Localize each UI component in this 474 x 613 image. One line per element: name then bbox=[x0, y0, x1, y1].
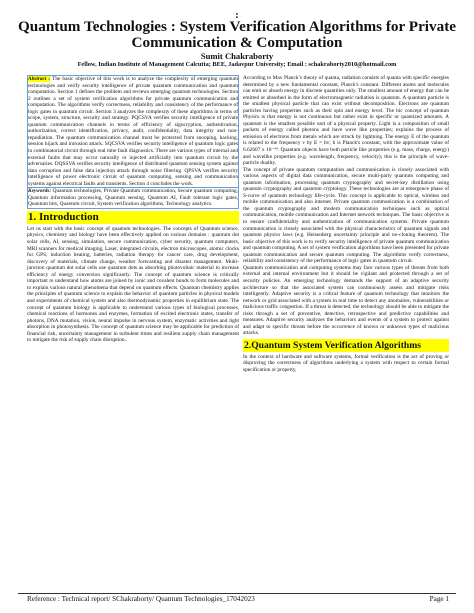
keywords-paragraph bbox=[28, 188, 238, 208]
keywords-label: Keywords: bbox=[28, 188, 52, 195]
page-number: Page 1 bbox=[429, 595, 449, 603]
keywords-box bbox=[27, 188, 239, 209]
abstract-paragraph bbox=[28, 76, 238, 187]
footer bbox=[27, 595, 449, 603]
paper-author: Sumit Chakraborty bbox=[200, 51, 274, 61]
paper-title: Quantum Technologies : System Verification Algorithms for Private Communication & Computation bbox=[17, 18, 457, 51]
section-1-text: Let us start with the basic concept of quantum technologies. The concepts of Quantum science, physics, chemistry and biology have been effectively applied on various domains : quantum dot solar cells, AI, sensing, simulation, secure communication, cyber security, quantum computers, MRI scanners for medical imaging, Laser, integrated circuits, electron microscopes, atomic clocks for GPS, induction heating, batteries, radiation therapy for cancer care, drug development, discovery of materials, climate change, weather forecasting and disaster management. Multi-junction quantum dot solar cells use quantum dots as absorbing photovoltaic material to increase efficiency of energy conversion significantly. The concept of quantum science is critically important to understand how atoms are joined by ionic and covalent bonds to form molecules and to explain various natural phenomena that depend on quantum effects. Quantum chemistry applies the principles of quantum science to explain the behavior of quantum particles in physical models and experiments of chemical system and also thermodynamic properties in equilibrium state. The concept of quantum biology is applicable to understand various types of biological processes, chemical reactions of hormones and enzymes, formation of excited electronic states, transfer of photons, DNA mutation, vision, neural impulse in nervous system, enzymatic activities and light absorption in photosynthesis. The concept of quantum science may be applicable for prediction of financial risk, uncertainty management in turbulent times and resilient supply chain management to mitigate the risk of supply chain disruption.. bbox=[27, 225, 239, 344]
right-paragraph-3: Quantum communication and computing systems may face various types of threats from both external and internal environment but it should be vigilant and protected through a set of security policies. An emerging technology demands the support of an adaptive security architecture so that the associated system can continuously assess and mitigate risks intelligently. Adaptive security is a critical feature of quantum technology that monitors the network or grid associated with a system in real time to detect any anomalies, vulnerabilities or malicious traffic congestion. If a threat is detected, the technology should be able to mitigate the risks through a set of preventive, detective, retrospective and predictive capabilities and measures. Adaptive security analyzes the behaviors and events of a system to protect against and adapt to specific threats before the occurrence of known or unknown types of malicious attacks. bbox=[243, 264, 449, 337]
right-paragraph-1: According to Max Planck’s theory of quanta, radiation consists of quanta with specific energies determined by a new fundamental constant, Planck's constant. Different atoms and molecules can emit or absorb energy in discrete quantities only. The smallest amount of energy that can be emitted or absorbed in the form of electromagnetic radiation is quantum. A quantum particle is the smallest physical particle that can exist without decomposition. Electrons are quantum particles having properties such as their spin and energy level. The bic concept of quantum Physics is that energy is not continuous but rather exist in specific or quantized amounts. A quantum is the smallest possible unit of a physical property. Light is a composition of small packets of energy called photons and have wave like properties; explains the process of emission of electrons from metals which are struck by lightning. The energy E of the quantum is related to the frequency v by E = hv; h is Planck's constant, with the approximate value of 6.62607 x 10⁻³⁴. Quantum objects have both particle like properties (e.g. mass, charge, energy) and wavelike properties (e.g. wavelength, frequency, velocity); this is the principle of wave-particle duality. bbox=[243, 75, 449, 167]
abstract-label: Abstract : bbox=[28, 76, 51, 82]
abstract-text: The basic objective of this work is to analyze the complexity of emerging quantum technologies and verify security intelligence of private quantum communication and quantum computation. Section 1 defines the problem and reviews emerging quantum technologies. Section 2 outlines a set of system verification algorithms for private quantum communication and computation. The algorithms verify correctness, reliability and consistency of the performance of logic gates in quantum circuit. Section 3 analyzes the complexity of these algorithms in terms of scope, system, structure, security and strategy. PQCSVA verifies security intelligence of private quantum communication channels in terms of efficiency of signcryption, authentication, authorization, correct identification, privacy, audit, confidentiality, data integrity and non-repudiation. The quantum communication channel must be protected from snooping, hacking, session hijack and intrusion attack. SQCSVA verifies security intelligence of quantum logic gates in combinatorial circuit through real time fault diagnostics. There are various types of internal and external faults that may occur naturally or injected artificially into quantum circuit by the adversaries. DQSSVA verifies security intelligence of distributed quantum sensing system against data corruption and false data injection attack through noise filtering. QPSVA verifies security intelligence of power electronic circuit of quantum computing, sensing and communication systems against electrical faults and transients. Section 4 concludes the work. bbox=[28, 76, 238, 187]
right-paragraph-2: The concept of private quantum computation and communication is closely associated with various aspects of digital data communication, secure multi-party quantum computing and quantum information, processing quantum cryptography and secret-key distillation using quantum cryptography and quantum cryptology. These technologies are at emergence phase of S-curve of quantum technology life-cycle. This concept is applicable to optical, wireless and mobile communication and also internet. Private quantum communication is a combination of the quantum cryptography and modern communication techniques such as optical communication, mobile communication and Internet network techniques. The basic objective is to ensure confidentiality and authentication of communication systems. Private quantum communication is closely associated with the physical characteristics of quantum signals and quantum physics laws (e.g. Heisenberg uncertainty principle and no-cloning theorem). The basic objective of this work is to verify security intelligence of private quantum communication and quantum computing. A set of system verification algorithms have been presented for private quantum communication and secure quantum computing. The algorithms verify correctness, reliability and consistency of the performance of logic gates in quantum circuit. bbox=[243, 166, 449, 265]
header-colon: : bbox=[235, 9, 239, 21]
left-column bbox=[27, 75, 239, 344]
abstract-box bbox=[27, 75, 239, 188]
keywords-text: Quantum technologies, Private Quantum communication, Secure quantum computing, Quantum information processing, Quantum sensing, Quantum AI, Fault tolerant logic gates, Quantum bits, Quantum circuit, System verification algorithms, Technology analytics. bbox=[28, 188, 238, 208]
section-1-heading: 1. Introduction bbox=[27, 211, 239, 224]
section-2-text: In the context of hardware and software systems, formal verification is the act of proving or disproving the correctness of algorithms underlying a system with respect to certain formal specification or property, bbox=[243, 353, 449, 373]
footer-rule bbox=[18, 593, 456, 594]
author-affiliation: Fellow, Indian Institute of Management Calcutta; BEE, Jadavpur University; Email : schakraborty2010@hotmail.com bbox=[77, 61, 397, 68]
right-column bbox=[243, 75, 449, 374]
section-2-heading: 2.Quantum System Verification Algorithms bbox=[243, 339, 449, 352]
footer-reference: Reference : Technical report/ SChakraborty/ Quantum Technologies_17042023 bbox=[27, 595, 255, 603]
